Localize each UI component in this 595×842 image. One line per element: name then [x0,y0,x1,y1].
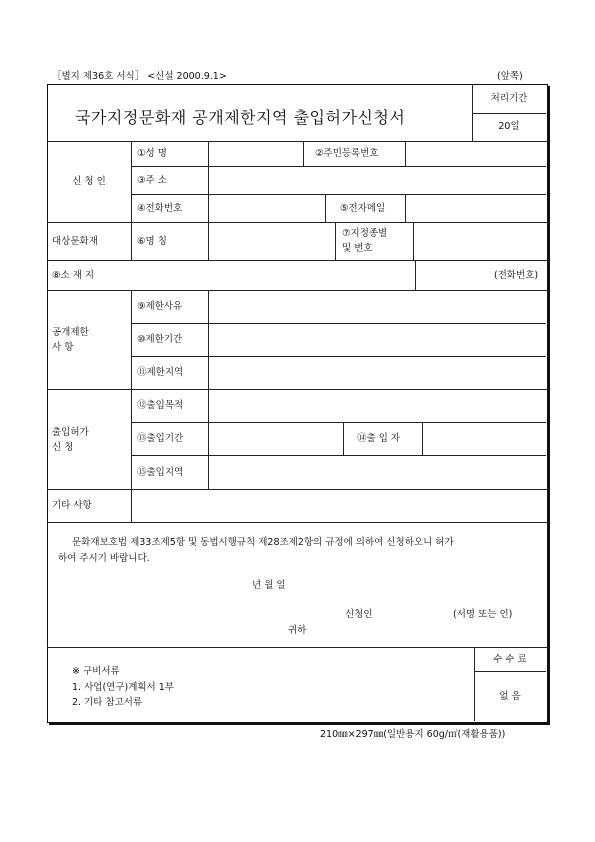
rule [472,113,546,114]
statement-line2: 하여 주시기 바랍니다. [58,553,150,564]
page-side-label: (앞쪽) [497,71,523,82]
designation-field[interactable] [414,223,545,259]
rrn-field[interactable] [406,142,545,165]
applicant-section-label: 신 청 인 [72,176,106,187]
fee-label: 수 수 료 [493,654,527,665]
phone-label: ④전화번호 [137,203,183,214]
email-field[interactable] [406,195,545,221]
paper-spec-footer: 210㎜×297㎜(일반용지 60g/㎡(재활용품)) [320,729,506,740]
rule [131,290,132,489]
location-field[interactable] [132,261,414,289]
entry-person-field[interactable] [423,423,545,454]
entry-area-field[interactable] [209,456,545,488]
restriction-period-field[interactable] [209,324,545,355]
processing-period-label: 처리기간 [490,93,528,104]
heritage-section-label: 대상문화재 [52,236,98,247]
rule [335,222,336,260]
applicant-signature-label: 신청인 [345,609,373,620]
rrn-label: ②주민등록번호 [315,148,379,159]
rule [131,141,132,260]
designation-label-line1: ⑦지정종별 [342,228,388,239]
email-label: ⑤전자메일 [340,203,386,214]
required-documents-title: ※ 구비서류 [72,666,120,677]
heritage-name-label: ⑥명 칭 [137,236,167,247]
address-label: ③주 소 [137,175,167,186]
designation-label-line2: 및 번호 [342,243,373,254]
sign-or-seal-label: (서명 또는 인) [453,609,513,620]
entry-period-field[interactable] [209,423,342,454]
form-number: ［별지 제36호 서식］ <신설 2000.9.1> [52,71,227,82]
rule [325,194,326,222]
fee-value: 없 음 [499,691,521,702]
location-label: ⑧소 재 지 [52,270,95,281]
rule [415,260,416,290]
date-line: 년 월 일 [252,580,286,591]
restriction-reason-field[interactable] [209,291,545,322]
phone-field[interactable] [209,195,324,221]
other-field[interactable] [132,490,545,521]
restriction-section-label-line2: 사 항 [52,342,74,353]
address-field[interactable] [209,167,545,193]
heritage-name-field[interactable] [209,223,334,259]
processing-period-value: 20일 [498,121,520,132]
rule [343,422,344,455]
rule [47,522,547,523]
rule [303,141,304,166]
name-label: ①성 명 [137,148,167,159]
entry-section-label-line1: 출입허가 [52,427,89,438]
restriction-reason-label: ⑨제한사유 [137,301,183,312]
restriction-area-field[interactable] [209,357,545,388]
other-label: 기타 사항 [52,500,92,511]
required-document-item: 1. 사업(연구)계획서 1부 [72,682,174,693]
rule [474,671,546,672]
addressee-label: 귀하 [288,625,307,636]
entry-purpose-field[interactable] [209,390,545,421]
rule [47,647,547,648]
entry-purpose-label: ⑫출입목적 [137,400,184,411]
name-field[interactable] [209,142,302,165]
required-document-item: 2. 기타 참고서류 [72,697,143,708]
entry-period-label: ⑬출입기간 [137,433,184,444]
restriction-section-label-line1: 공개제한 [52,327,89,338]
restriction-area-label: ⑪제한지역 [137,367,184,378]
entry-area-label: ⑮출입지역 [137,467,184,478]
entry-person-label: ⑭출 입 자 [357,433,401,444]
form-title: 국가지정문화재 공개제한지역 출입허가신청서 [75,108,406,127]
restriction-period-label: ⑩제한기간 [137,334,183,345]
entry-section-label-line2: 신 청 [52,442,74,453]
location-phone-label: (전화번호) [494,270,539,281]
statement-line1: 문화재보호법 제33조제5항 및 동법시행규칙 제28조제2항의 규정에 의하여 신청하오니 허가 [72,537,454,548]
rule [472,84,473,141]
